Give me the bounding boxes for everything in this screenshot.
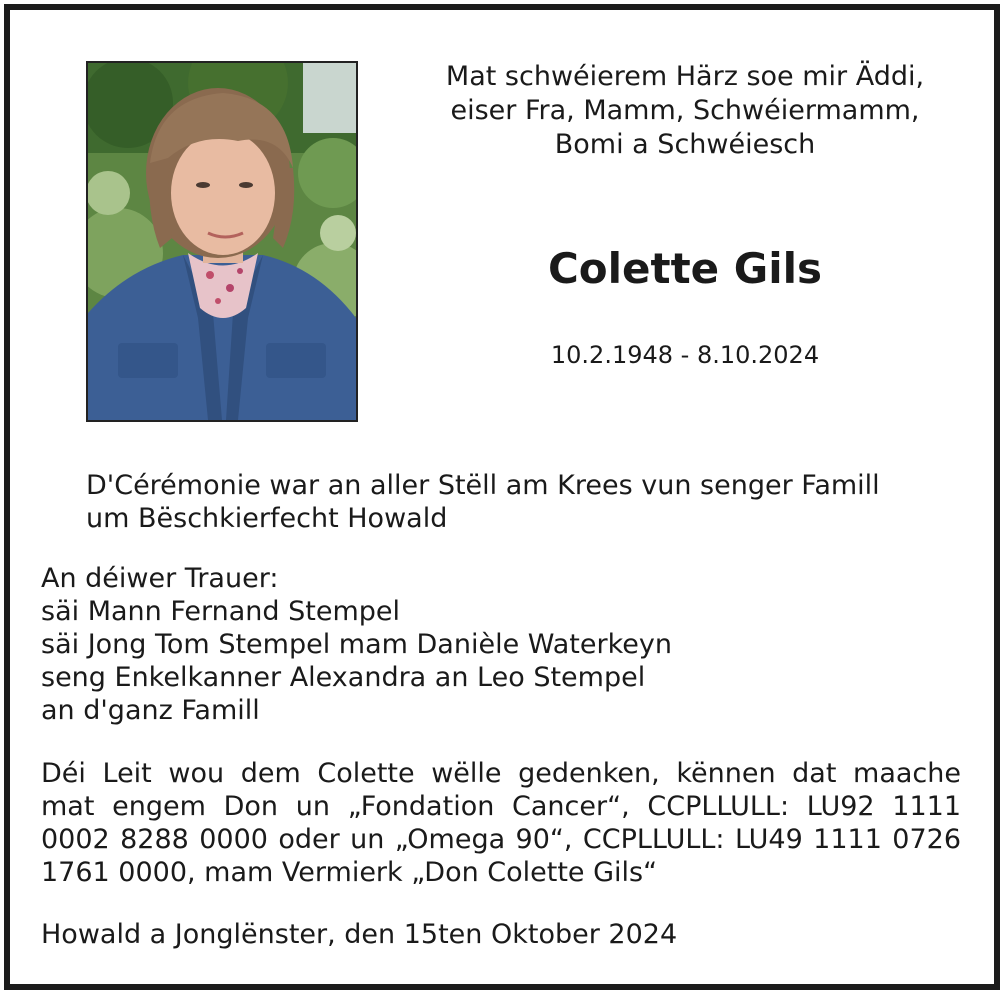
mourner-entry: säi Jong Tom Stempel mam Danièle Waterkeyn [41,629,672,660]
life-dates: 10.2.1948 - 8.10.2024 [550,341,820,369]
intro-line: eiser Fra, Mamm, Schwéiermamm, [450,95,920,126]
donation-line: mat engem Don un „Fondation Cancer“, CCPLLULL: LU92 1111 [41,791,961,822]
portrait-illustration [88,63,356,420]
intro-line: Bomi a Schwéiesch [554,129,816,160]
intro-message [380,60,990,162]
donation-notice [41,757,961,889]
intro-line: Mat schwéierem Härz soe mir Äddi, [445,61,925,92]
donation-line: 0002 8288 0000 oder un „Omega 90“, CCPLLULL: LU49 1111 0726 [41,824,961,855]
mourners-heading: An déiwer Trauer: [41,563,279,594]
ceremony-notice [86,469,976,535]
portrait-photo [86,61,358,422]
ceremony-line: um Bëschkierfecht Howald [86,503,448,534]
donation-line: Déi Leit wou dem Colette wëlle gedenken, kënnen dat maache [41,758,961,789]
deceased-name: Colette Gils [547,244,823,293]
place-and-date: Howald a Jonglënster, den 15ten Oktober 2024 [41,919,678,950]
mourner-entry: säi Mann Fernand Stempel [41,596,401,627]
mourners-list [41,562,981,727]
ceremony-line: D'Cérémonie war an aller Stëll am Krees vun senger Famill [86,470,880,501]
donation-line: 1761 0000, mam Vermierk „Don Colette Gils“ [41,857,658,888]
mourner-entry: an d'ganz Famill [41,695,260,726]
mourner-entry: seng Enkelkanner Alexandra an Leo Stempel [41,662,646,693]
